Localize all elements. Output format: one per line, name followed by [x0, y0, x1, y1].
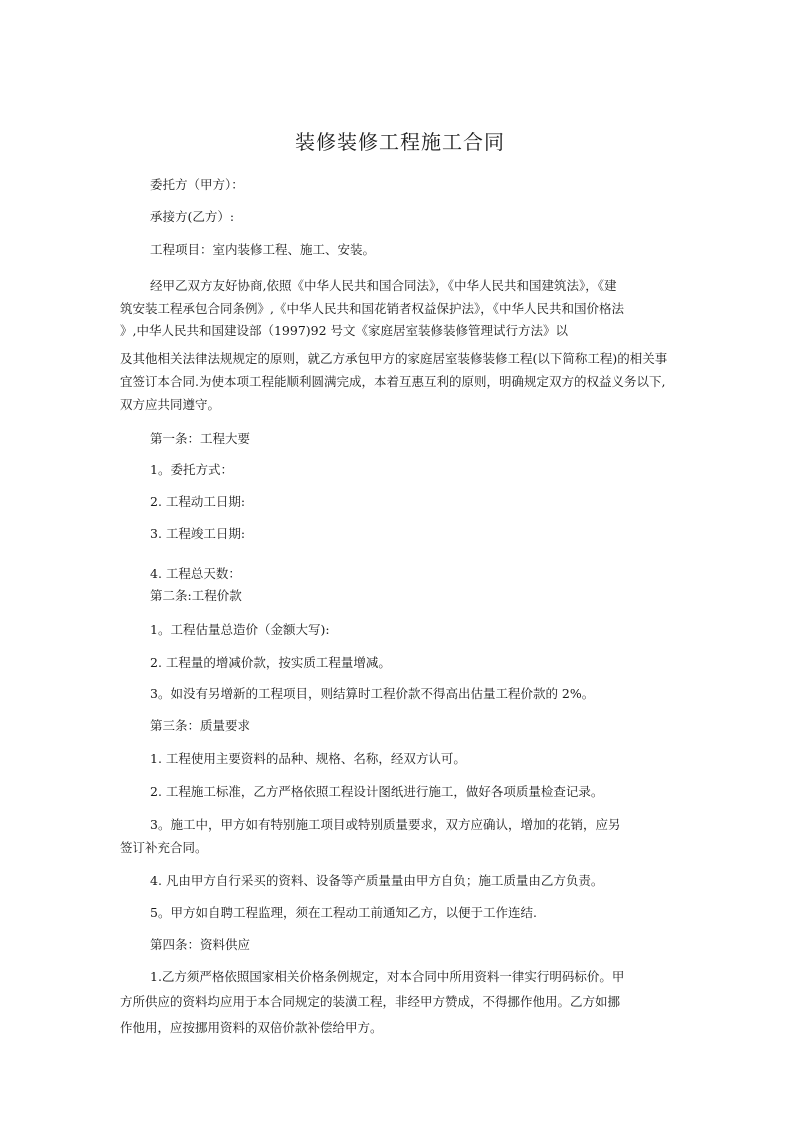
- article-2-heading: 第二条:工程价款: [150, 588, 242, 603]
- article-1-item: 4. 工程总天数：: [150, 566, 241, 581]
- article-3-item: 5。甲方如自聘工程监理，须在工程动工前通知乙方，以便于工作连结.: [150, 905, 537, 920]
- article-4-line: 1.乙方须严格依照国家相关价格条例规定，对本合同中所用资料一律实行明码标价。甲: [150, 969, 625, 984]
- article-3-heading: 第三条：质量要求: [150, 718, 251, 733]
- article-3-item: 3。施工中，甲方如有特别施工项目或特别质量要求，双方应确认，增加的花销，应另: [150, 817, 621, 832]
- intro-line: 宜签订本合同.为使本项工程能顺利圆满完成，本着互惠互利的原则，明确规定双方的权益义务以下,: [120, 374, 666, 389]
- article-3-item: 签订补充合同。: [120, 840, 208, 855]
- article-4-line: 方所供应的资料均应用于本合同规定的装潢工程，非经甲方赞成，不得挪作他用。乙方如挪: [120, 994, 621, 1009]
- intro-line: 筑安装工程承包合同条例》,《中华人民共和国花销者权益保护法》，《中华人民共和国价格法: [120, 301, 624, 316]
- article-1-item: 2. 工程动工日期:: [150, 494, 246, 509]
- intro-line: 及其他相关法律法规规定的原则，就乙方承包甲方的家庭居室装修装修工程(以下简称工程)的相关事: [120, 351, 668, 366]
- intro-line: 经甲乙双方友好协商,依照《中华人民共和国合同法》，《中华人民共和国建筑法》，《建: [150, 278, 617, 293]
- intro-line: 》,中华人民共和国建设部（1997)92 号文《家庭居室装修装修管理试行方法》以: [120, 323, 569, 338]
- intro-line: 双方应共同遵守。: [120, 397, 221, 412]
- project-line: 工程项目：室内装修工程、施工、安装。: [150, 242, 376, 257]
- party-a-line: 委托方（甲方）：: [150, 177, 244, 192]
- article-3-item: 2. 工程施工标准，乙方严格依照工程设计图纸进行施工，做好各项质量检查记录。: [150, 784, 604, 799]
- article-2-item: 3。如没有另增新的工程项目，则结算时工程价款不得高出估量工程价款的 2%。: [150, 686, 595, 701]
- article-1-heading: 第一条：工程大要: [150, 431, 251, 446]
- party-b-line: 承接方(乙方）:: [150, 209, 235, 224]
- article-1-item: 1。委托方式：: [150, 462, 233, 477]
- article-2-item: 2. 工程量的增减价款，按实质工程量增减。: [150, 655, 391, 670]
- document-title: 装修装修工程施工合同: [295, 130, 505, 154]
- article-3-item: 1. 工程使用主要资料的品种、规格、名称，经双方认可。: [150, 751, 466, 766]
- article-4-heading: 第四条：资料供应: [150, 937, 251, 952]
- article-2-item: 1。工程估量总造价（金额大写):: [150, 622, 330, 637]
- article-3-item: 4. 凡由甲方自行采买的资料、设备等产质量量由甲方自负；施工质量由乙方负责。: [150, 873, 604, 888]
- article-1-item: 3. 工程竣工日期:: [150, 526, 246, 541]
- article-4-line: 作他用，应按挪用资料的双倍价款补偿给甲方。: [120, 1020, 383, 1035]
